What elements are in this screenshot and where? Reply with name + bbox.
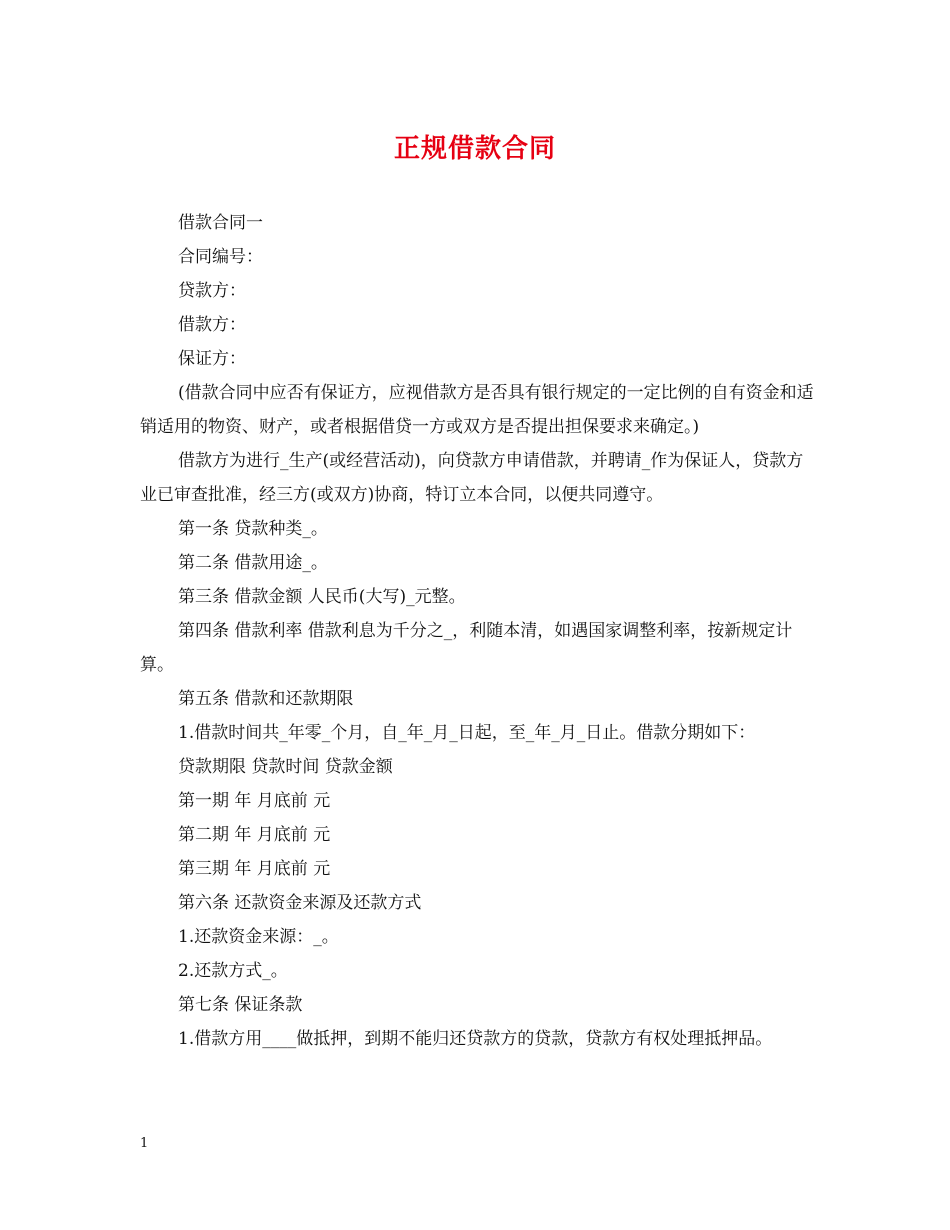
paragraph-lender: 贷款方： bbox=[178, 281, 246, 301]
paragraph-contract-number: 合同编号： bbox=[178, 247, 263, 267]
paragraph-schedule-row-2: 第二期 年 月底前 元 bbox=[178, 825, 331, 845]
paragraph-article-7-collateral: 1.借款方用____做抵押，到期不能归还贷款方的贷款，贷款方有权处理抵押品。 bbox=[178, 1029, 773, 1049]
paragraph-preamble: 借款方为进行_生产(或经营活动)，向贷款方申请借款，并聘请_作为保证人，贷款方业已审查批准，经三方(或双方)协商，特订立本合同，以便共同遵守。 bbox=[140, 451, 804, 505]
paragraph-article-7: 第七条 保证条款 bbox=[178, 995, 303, 1015]
paragraph-borrower: 借款方： bbox=[178, 315, 246, 335]
paragraph-article-5: 第五条 借款和还款期限 bbox=[178, 689, 354, 709]
paragraph-contract-heading: 借款合同一 bbox=[178, 213, 263, 233]
paragraph-article-1: 第一条 贷款种类_。 bbox=[178, 519, 328, 539]
page-number: 1 bbox=[140, 1136, 149, 1151]
document-body bbox=[140, 206, 815, 1056]
document-title: 正规借款合同 bbox=[393, 134, 556, 164]
paragraph-schedule-row-1: 第一期 年 月底前 元 bbox=[178, 791, 331, 811]
paragraph-article-5-term: 1.借款时间共_年零_个月，自_年_月_日起，至_年_月_日止。借款分期如下： bbox=[178, 723, 756, 743]
paragraph-schedule-row-3: 第三期 年 月底前 元 bbox=[178, 859, 331, 879]
paragraph-schedule-header: 贷款期限 贷款时间 贷款金额 bbox=[178, 757, 393, 777]
paragraph-article-6: 第六条 还款资金来源及还款方式 bbox=[178, 893, 422, 913]
paragraph-article-2: 第二条 借款用途_。 bbox=[178, 553, 328, 573]
paragraph-article-6-method: 2.还款方式_。 bbox=[178, 961, 288, 981]
paragraph-guarantor-note: (借款合同中应否有保证方，应视借款方是否具有银行规定的一定比例的自有资金和适销适用的物资、财产，或者根据借贷一方或双方是否提出担保要求来确定。) bbox=[140, 383, 814, 437]
paragraph-guarantor: 保证方： bbox=[178, 349, 246, 369]
paragraph-article-6-source: 1.还款资金来源：_。 bbox=[178, 927, 339, 947]
paragraph-article-4: 第四条 借款利率 借款利息为千分之_，利随本清，如遇国家调整利率，按新规定计算。 bbox=[140, 621, 793, 675]
paragraph-article-3: 第三条 借款金额 人民币(大写)_元整。 bbox=[178, 587, 466, 607]
